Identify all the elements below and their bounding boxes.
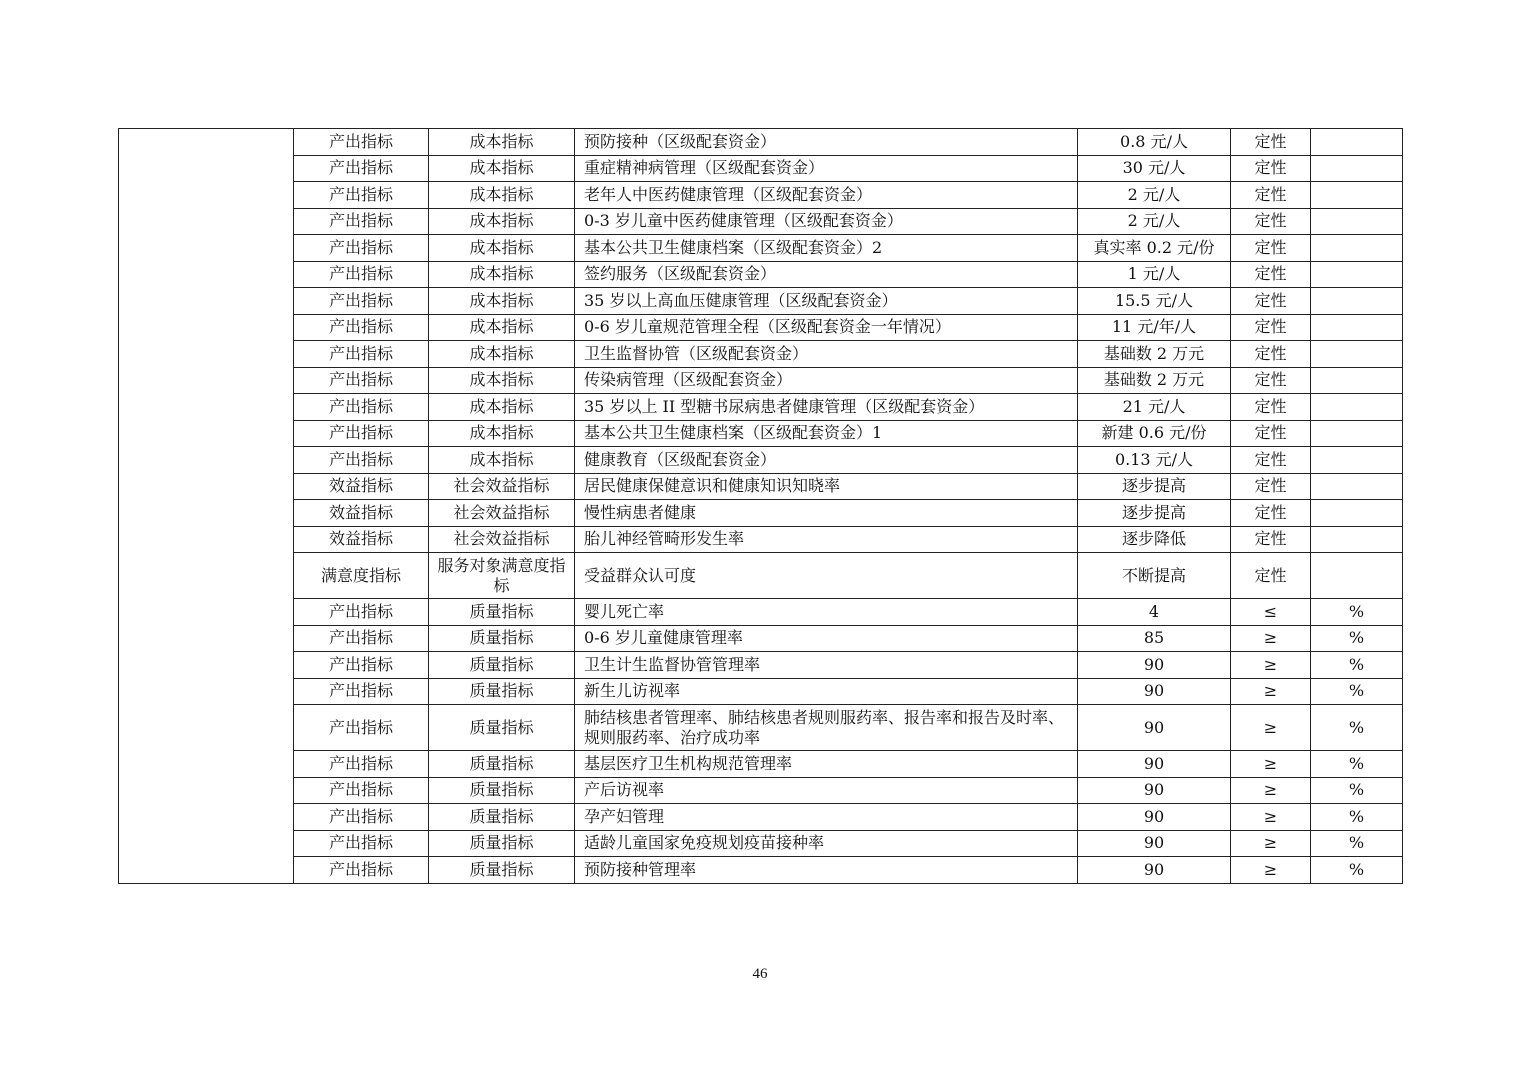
operator-cell: 定性 (1231, 208, 1311, 235)
indicator-cell: 肺结核患者管理率、肺结核患者规则服药率、报告率和报告及时率、规则服药率、治疗成功率 (575, 705, 1078, 751)
indicator-cell: 基本公共卫生健康档案（区级配套资金）1 (575, 420, 1078, 447)
table-row (119, 705, 1403, 751)
level1-cell: 产出指标 (294, 830, 429, 857)
indicator-cell: 新生儿访视率 (575, 678, 1078, 705)
operator-cell: 定性 (1231, 261, 1311, 288)
level2-cell: 成本指标 (429, 420, 575, 447)
indicator-cell: 预防接种（区级配套资金） (575, 129, 1078, 156)
level2-cell: 社会效益指标 (429, 500, 575, 527)
operator-cell: 定性 (1231, 526, 1311, 553)
unit-cell (1311, 182, 1403, 209)
indicator-cell: 重症精神病管理（区级配套资金） (575, 155, 1078, 182)
level1-cell: 产出指标 (294, 652, 429, 679)
value-cell: 90 (1078, 751, 1231, 778)
value-cell: 逐步降低 (1078, 526, 1231, 553)
unit-cell: % (1311, 625, 1403, 652)
level2-cell: 成本指标 (429, 341, 575, 368)
unit-cell: % (1311, 804, 1403, 831)
unit-cell (1311, 129, 1403, 156)
level1-cell: 产出指标 (294, 155, 429, 182)
level2-cell: 质量指标 (429, 599, 575, 626)
indicator-cell: 签约服务（区级配套资金） (575, 261, 1078, 288)
table-row (119, 777, 1403, 804)
indicator-cell: 健康教育（区级配套资金） (575, 447, 1078, 474)
indicator-cell: 婴儿死亡率 (575, 599, 1078, 626)
operator-cell: 定性 (1231, 314, 1311, 341)
level2-cell: 成本指标 (429, 182, 575, 209)
operator-cell: ≥ (1231, 625, 1311, 652)
level2-cell: 质量指标 (429, 652, 575, 679)
level1-cell: 产出指标 (294, 341, 429, 368)
level2-cell: 成本指标 (429, 394, 575, 421)
indicator-cell: 0-3 岁儿童中医药健康管理（区级配套资金） (575, 208, 1078, 235)
unit-cell (1311, 500, 1403, 527)
unit-cell (1311, 420, 1403, 447)
level1-cell: 满意度指标 (294, 553, 429, 599)
level2-cell: 质量指标 (429, 678, 575, 705)
indicator-cell: 受益群众认可度 (575, 553, 1078, 599)
operator-cell: ≤ (1231, 599, 1311, 626)
level2-cell: 质量指标 (429, 804, 575, 831)
value-cell: 90 (1078, 678, 1231, 705)
table-row (119, 678, 1403, 705)
value-cell: 不断提高 (1078, 553, 1231, 599)
level1-cell: 产出指标 (294, 367, 429, 394)
value-cell: 90 (1078, 804, 1231, 831)
value-cell: 基础数 2 万元 (1078, 367, 1231, 394)
value-cell: 11 元/年/人 (1078, 314, 1231, 341)
level1-cell: 产出指标 (294, 678, 429, 705)
value-cell: 90 (1078, 652, 1231, 679)
value-cell: 0.13 元/人 (1078, 447, 1231, 474)
level1-cell: 产出指标 (294, 394, 429, 421)
table-row (119, 182, 1403, 209)
value-cell: 4 (1078, 599, 1231, 626)
table-row (119, 473, 1403, 500)
level1-cell: 效益指标 (294, 526, 429, 553)
level1-cell: 产出指标 (294, 751, 429, 778)
value-cell: 90 (1078, 777, 1231, 804)
indicator-cell: 胎儿神经管畸形发生率 (575, 526, 1078, 553)
value-cell: 逐步提高 (1078, 500, 1231, 527)
page-number: 46 (752, 966, 768, 982)
operator-cell: 定性 (1231, 473, 1311, 500)
indicator-cell: 35 岁以上高血压健康管理（区级配套资金） (575, 288, 1078, 315)
level2-cell: 质量指标 (429, 751, 575, 778)
table-row (119, 155, 1403, 182)
indicator-cell: 传染病管理（区级配套资金） (575, 367, 1078, 394)
table-row (119, 394, 1403, 421)
value-cell: 90 (1078, 857, 1231, 884)
table-row (119, 235, 1403, 262)
value-cell: 90 (1078, 705, 1231, 751)
unit-cell (1311, 394, 1403, 421)
unit-cell (1311, 367, 1403, 394)
unit-cell (1311, 235, 1403, 262)
table-row (119, 500, 1403, 527)
unit-cell: % (1311, 678, 1403, 705)
level1-cell: 产出指标 (294, 420, 429, 447)
operator-cell: ≥ (1231, 705, 1311, 751)
level1-cell: 产出指标 (294, 857, 429, 884)
value-cell: 1 元/人 (1078, 261, 1231, 288)
value-cell: 15.5 元/人 (1078, 288, 1231, 315)
unit-cell: % (1311, 652, 1403, 679)
operator-cell: 定性 (1231, 394, 1311, 421)
table-row (119, 420, 1403, 447)
operator-cell: ≥ (1231, 678, 1311, 705)
unit-cell: % (1311, 705, 1403, 751)
level2-cell: 成本指标 (429, 235, 575, 262)
level2-cell: 社会效益指标 (429, 473, 575, 500)
indicator-cell: 产后访视率 (575, 777, 1078, 804)
unit-cell (1311, 288, 1403, 315)
operator-cell: 定性 (1231, 553, 1311, 599)
level1-cell: 产出指标 (294, 182, 429, 209)
unit-cell (1311, 314, 1403, 341)
operator-cell: ≥ (1231, 857, 1311, 884)
table-row (119, 208, 1403, 235)
operator-cell: 定性 (1231, 341, 1311, 368)
value-cell: 真实率 0.2 元/份 (1078, 235, 1231, 262)
unit-cell (1311, 341, 1403, 368)
operator-cell: 定性 (1231, 447, 1311, 474)
indicator-cell: 0-6 岁儿童健康管理率 (575, 625, 1078, 652)
unit-cell: % (1311, 857, 1403, 884)
unit-cell: % (1311, 777, 1403, 804)
indicator-cell: 预防接种管理率 (575, 857, 1078, 884)
level1-cell: 产出指标 (294, 804, 429, 831)
table-row (119, 447, 1403, 474)
operator-cell: 定性 (1231, 182, 1311, 209)
level2-cell: 成本指标 (429, 314, 575, 341)
value-cell: 基础数 2 万元 (1078, 341, 1231, 368)
indicator-cell: 适龄儿童国家免疫规划疫苗接种率 (575, 830, 1078, 857)
level1-cell: 效益指标 (294, 473, 429, 500)
level2-cell: 成本指标 (429, 447, 575, 474)
indicator-cell: 0-6 岁儿童规范管理全程（区级配套资金一年情况） (575, 314, 1078, 341)
level1-cell: 产出指标 (294, 261, 429, 288)
level2-cell: 质量指标 (429, 857, 575, 884)
table-row (119, 625, 1403, 652)
operator-cell: 定性 (1231, 129, 1311, 156)
unit-cell (1311, 553, 1403, 599)
level1-cell: 产出指标 (294, 235, 429, 262)
level1-cell: 产出指标 (294, 208, 429, 235)
value-cell: 21 元/人 (1078, 394, 1231, 421)
indicator-cell: 孕产妇管理 (575, 804, 1078, 831)
table-row (119, 553, 1403, 599)
indicator-cell: 基本公共卫生健康档案（区级配套资金）2 (575, 235, 1078, 262)
table-row (119, 129, 1403, 156)
level1-cell: 产出指标 (294, 599, 429, 626)
level2-cell: 成本指标 (429, 261, 575, 288)
indicator-cell: 卫生计生监督协管管理率 (575, 652, 1078, 679)
indicator-cell: 卫生监督协管（区级配套资金） (575, 341, 1078, 368)
indicator-cell: 基层医疗卫生机构规范管理率 (575, 751, 1078, 778)
table-row (119, 857, 1403, 884)
unit-cell (1311, 526, 1403, 553)
operator-cell: ≥ (1231, 777, 1311, 804)
level2-cell: 成本指标 (429, 155, 575, 182)
value-cell: 2 元/人 (1078, 208, 1231, 235)
unit-cell (1311, 208, 1403, 235)
operator-cell: ≥ (1231, 652, 1311, 679)
level2-cell: 质量指标 (429, 705, 575, 751)
level2-cell: 成本指标 (429, 208, 575, 235)
table-body (119, 129, 1403, 884)
table-row (119, 751, 1403, 778)
level2-cell: 成本指标 (429, 367, 575, 394)
operator-cell: 定性 (1231, 235, 1311, 262)
level2-cell: 成本指标 (429, 129, 575, 156)
table-row (119, 526, 1403, 553)
table-row (119, 288, 1403, 315)
unit-cell: % (1311, 599, 1403, 626)
value-cell: 0.8 元/人 (1078, 129, 1231, 156)
table-row (119, 804, 1403, 831)
table-row (119, 341, 1403, 368)
level1-cell: 产出指标 (294, 447, 429, 474)
level1-cell: 产出指标 (294, 129, 429, 156)
indicator-cell: 居民健康保健意识和健康知识知晓率 (575, 473, 1078, 500)
level2-cell: 质量指标 (429, 625, 575, 652)
value-cell: 30 元/人 (1078, 155, 1231, 182)
operator-cell: 定性 (1231, 367, 1311, 394)
operator-cell: 定性 (1231, 500, 1311, 527)
table-row (119, 367, 1403, 394)
unit-cell (1311, 155, 1403, 182)
level1-cell: 效益指标 (294, 500, 429, 527)
level1-cell: 产出指标 (294, 288, 429, 315)
level2-cell: 成本指标 (429, 288, 575, 315)
table-row (119, 314, 1403, 341)
level1-cell: 产出指标 (294, 777, 429, 804)
indicator-cell: 老年人中医药健康管理（区级配套资金） (575, 182, 1078, 209)
operator-cell: 定性 (1231, 155, 1311, 182)
unit-cell (1311, 473, 1403, 500)
indicator-cell: 慢性病患者健康 (575, 500, 1078, 527)
table-row (119, 830, 1403, 857)
level1-cell: 产出指标 (294, 314, 429, 341)
level2-cell: 社会效益指标 (429, 526, 575, 553)
table-row (119, 599, 1403, 626)
level2-cell: 质量指标 (429, 830, 575, 857)
unit-cell (1311, 261, 1403, 288)
table-row (119, 652, 1403, 679)
value-cell: 逐步提高 (1078, 473, 1231, 500)
operator-cell: ≥ (1231, 830, 1311, 857)
operator-cell: 定性 (1231, 288, 1311, 315)
unit-cell (1311, 447, 1403, 474)
level1-cell: 产出指标 (294, 625, 429, 652)
operator-cell: ≥ (1231, 804, 1311, 831)
unit-cell: % (1311, 751, 1403, 778)
value-cell: 90 (1078, 830, 1231, 857)
operator-cell: ≥ (1231, 751, 1311, 778)
project-cell (119, 129, 294, 884)
value-cell: 2 元/人 (1078, 182, 1231, 209)
indicator-table (118, 128, 1403, 884)
value-cell: 85 (1078, 625, 1231, 652)
operator-cell: 定性 (1231, 420, 1311, 447)
level2-cell: 服务对象满意度指标 (429, 553, 575, 599)
indicator-cell: 35 岁以上 II 型糖书尿病患者健康管理（区级配套资金） (575, 394, 1078, 421)
level1-cell: 产出指标 (294, 705, 429, 751)
level2-cell: 质量指标 (429, 777, 575, 804)
unit-cell: % (1311, 830, 1403, 857)
table-row (119, 261, 1403, 288)
value-cell: 新建 0.6 元/份 (1078, 420, 1231, 447)
